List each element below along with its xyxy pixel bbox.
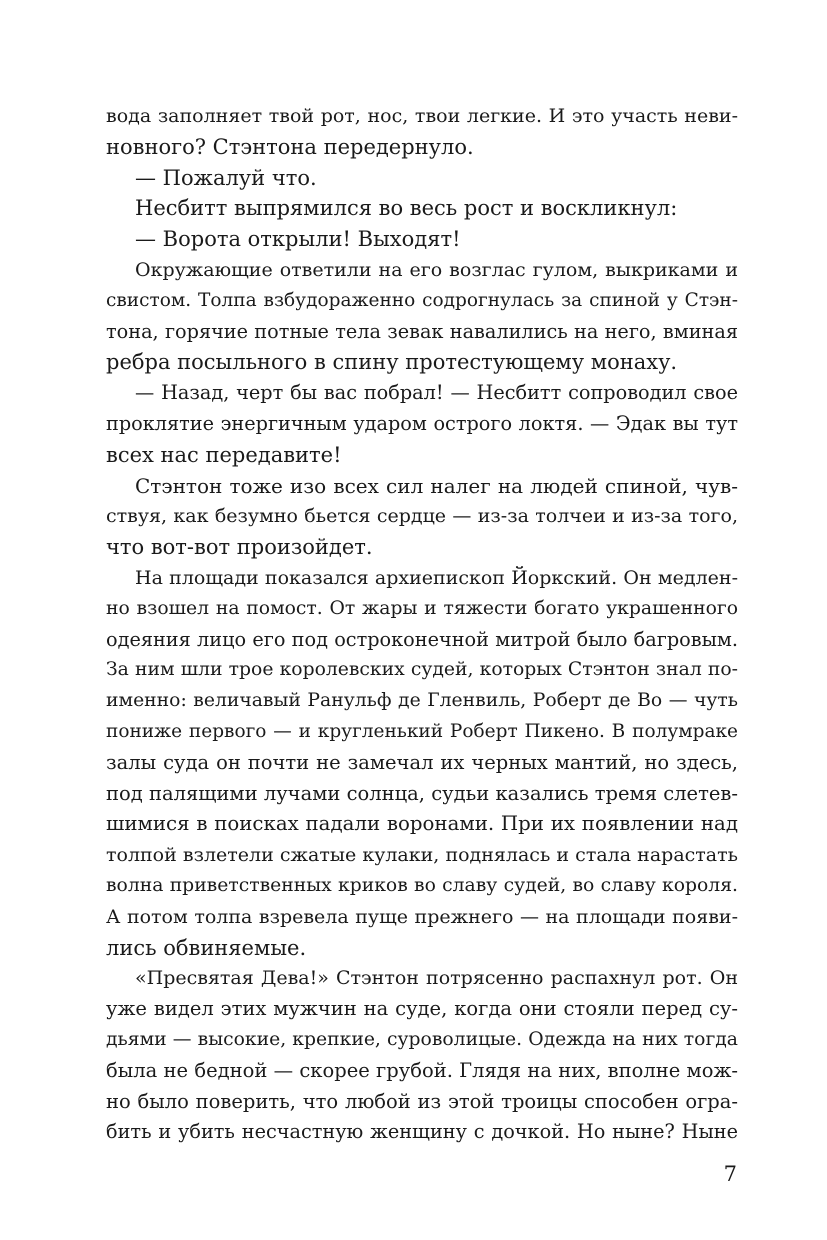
text-line: тона, горячие потные тела зевак навалились на него, вминая [106,319,738,343]
text-line: лись обвиняемые. [106,935,307,960]
text-line: свистом. Толпа взбудораженно содрогнулась за спиной у Стэн- [106,289,738,311]
text-line: — Назад, черт бы вас побрал! — Несбитт сопроводил свое [135,381,738,405]
text-line: пониже первого — и кругленький Роберт Пикено. В полумраке [106,720,738,742]
text-line: «Пресвятая Дева!» Стэнтон потрясенно распахнул рот. Он [135,967,738,990]
text-line: бить и убить несчастную женщину с дочкой. Но ныне? Ныне [106,1120,738,1144]
text-line: На площади показался архиепископ Йоркский. Он медлен- [135,566,738,589]
text-line: всех нас передавите! [106,442,342,467]
text-line: Стэнтон тоже изо всех сил налег на людей спиной, чув- [135,473,738,498]
text-line: — Ворота открыли! Выходят! [135,227,461,252]
text-line: залы суда он почти не замечал их черных мантий, но здесь, [106,750,738,774]
text-line: толпой взлетели сжатые кулаки, поднялась и стала нарастать [106,844,738,867]
text-line: проклятие энергичным ударом острого локтя. — Эдак вы тут [106,411,738,435]
text-line: но взошел на помост. От жары и тяжести богато украшенного [106,597,738,619]
text-line: Несбитт выпрямился во весь рост и воскликнул: [135,196,678,221]
text-line: дьями — высокие, крепкие, суроволицые. Одежда на них тогда [106,1028,738,1050]
text-line: — Пожалуй что. [135,165,317,190]
text-line: А потом толпа взревела пуще прежнего — на площади появи- [106,905,738,928]
text-line: волна приветственных криков во славу судей, во славу короля. [106,874,738,896]
text-line: одеяния лицо его под остроконечной митрой было багровым. [106,627,738,651]
text-line: ребра посыльного в спину протестующему монаху. [106,350,678,375]
text-line: именно: величавый Ранульф де Гленвиль, Роберт де Во — чуть [106,690,738,712]
text-line: шимися в поисках падали воронами. При их появлении над [106,812,738,836]
text-line: уже видел этих мужчин на суде, когда они стояли перед су- [106,997,738,1021]
text-line: Окружающие ответили на его возглас гулом, выкриками и [135,258,738,281]
page-number: 7 [723,1162,737,1186]
text-line: была не бедной — скорее грубой. Глядя на них, вполне мож- [106,1058,738,1082]
text-line: ствуя, как безумно бьется сердце — из-за толчеи и из-за того, [106,505,738,528]
body-text [106,101,738,1148]
text-line: под палящими лучами солнца, судьи казались тремя слетев- [106,781,738,805]
text-line: но было поверить, что любой из этой троицы способен огра- [106,1089,738,1113]
text-line: что вот-вот произойдет. [106,535,373,560]
text-line: новного? Стэнтона передернуло. [106,134,474,159]
text-line: За ним шли трое королевских судей, которых Стэнтон знал по- [106,659,738,681]
text-line: вода заполняет твой рот, нос, твои легкие. И это участь неви- [106,105,738,127]
